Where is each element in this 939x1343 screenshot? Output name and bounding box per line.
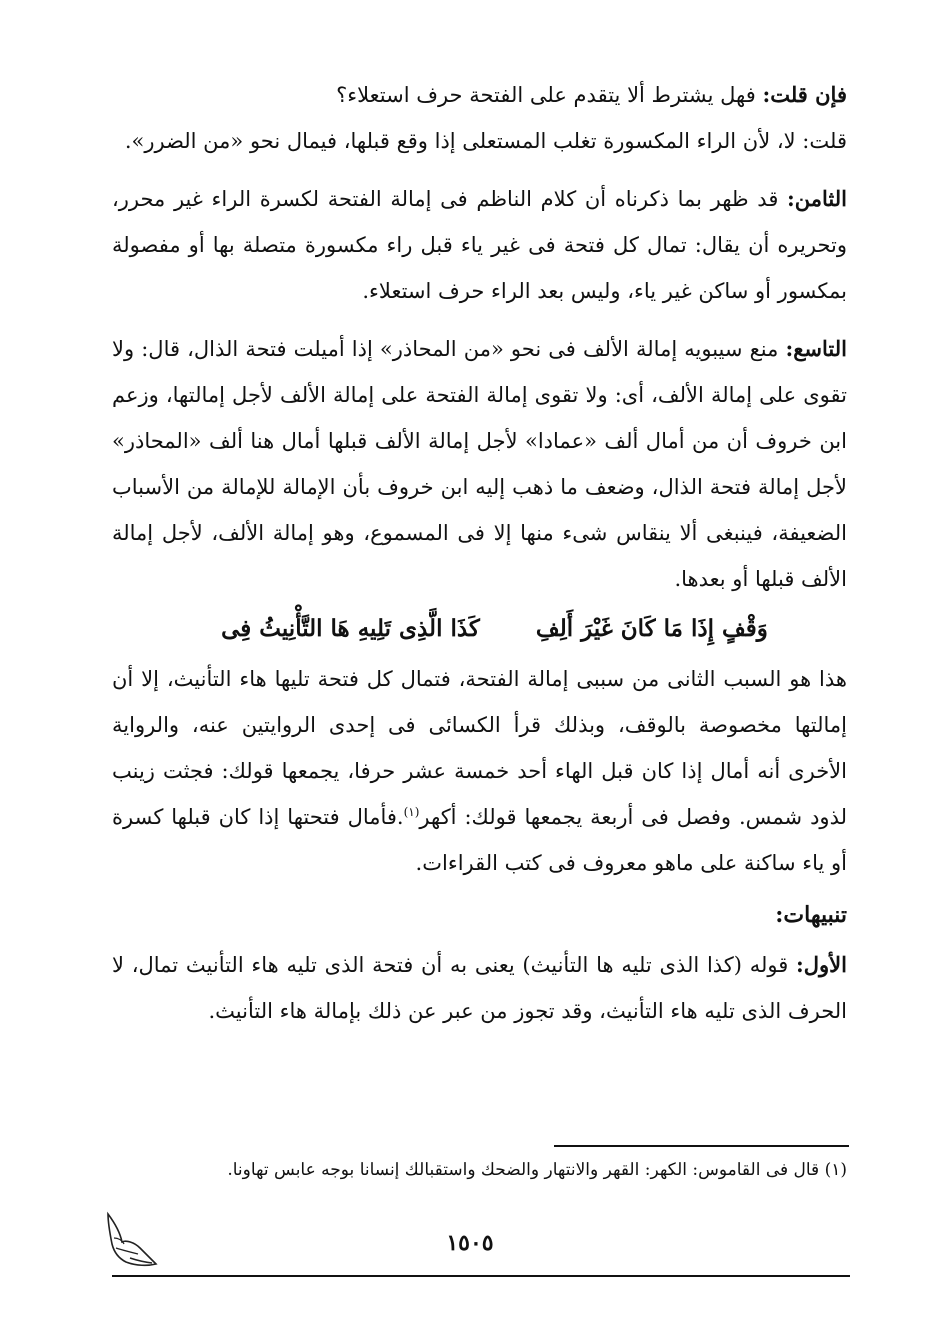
paragraph-ninth bbox=[112, 326, 847, 602]
paragraph-eighth bbox=[112, 176, 847, 314]
paragraph-first-note bbox=[112, 942, 847, 1034]
main-text bbox=[112, 72, 847, 1034]
page-number: ١٥٠٥ bbox=[446, 1230, 494, 1256]
term-label: التاسع: bbox=[785, 336, 847, 361]
verse-second-hemistich: وَقْفٍ إِذَا مَا كَانَ غَيْرَ أَلِفِ bbox=[535, 615, 768, 642]
footnote: (١) قال فى القاموس: الكهر: القهر والانتهار والضحك واستقبالك إنسانا بوجه عابس تهاونا. bbox=[227, 1160, 847, 1180]
paragraph-text: قلت: لا، لأن الراء المكسورة تغلب المستعلى إذا وقع قبلها، فيمال نحو «من الضرر». bbox=[124, 129, 847, 153]
paragraph-commentary bbox=[112, 656, 847, 886]
paragraph-text: قوله (كذا الذى تليه ها التأنيث) يعنى به أن فتحة الذى تليه هاء التأنيث تمال، لا الحرف الذى تليه هاء التأنيث، وقد تجوز من عبر عن ذلك بإمالة هاء التأنيث. bbox=[112, 953, 847, 1023]
term-label: الثامن: bbox=[787, 186, 847, 211]
footnote-mark: (١) bbox=[403, 805, 420, 819]
spacer bbox=[112, 164, 847, 176]
paragraph-answer bbox=[112, 118, 847, 164]
paragraph-text: فهل يشترط ألا يتقدم على الفتحة حرف استعلاء؟ bbox=[336, 83, 763, 107]
poem-verse bbox=[112, 602, 847, 656]
section-heading: تنبيهات: bbox=[775, 902, 847, 928]
paragraph-question bbox=[112, 72, 847, 118]
hand-ornament-icon bbox=[100, 1208, 160, 1272]
verse-first-hemistich: كَذَا الَّذِى تَلِيهِ هَا التَّأْنِيثُ فِى bbox=[221, 615, 480, 642]
term-label: الأول: bbox=[796, 952, 847, 977]
paragraph-text: هذا هو السبب الثانى من سببى إمالة الفتحة، فتمال كل فتحة تليها هاء التأنيث، إلا أن إمالتها مخصوصة بالوقف، وبذلك قرأ الكسائى فى إحدى الروايتين عنه، والرواية الأخرى أنه أمال إذا كان قبل الهاء أحد خمسة عشر حرفا، يجمعها قولك: فجثت زينب لذود شمس. وفصل فى أربعة يجمعها قولك: أكهر bbox=[112, 667, 847, 829]
paragraph-text: قد ظهر بما ذكرناه أن كلام الناظم فى إمالة الفتحة لكسرة الراء غير محرر، وتحريره أن يقال: تمال كل فتحة فى غير ياء قبل راء مكسورة متصلة بها أو مفصولة بمكسور أو ساكن غير ياء، وليس بعد الراء حرف استعلاء. bbox=[112, 187, 847, 303]
bottom-divider bbox=[112, 1275, 850, 1277]
term-label: فإن قلت: bbox=[762, 82, 847, 107]
paragraph-text-continued: .فأمال فتحتها إذا كان قبلها كسرة أو ياء ساكنة على ماهو معروف فى كتب القراءات. bbox=[112, 805, 847, 875]
footnote-divider bbox=[554, 1145, 849, 1147]
paragraph-text: منع سيبويه إمالة الألف فى نحو «من المحاذر» إذا أميلت فتحة الذال، قال: ولا تقوى على إمالة الألف، أى: ولا تقوى إمالة الفتحة على إمالة الألف لأجل إمالتها، وزعم ابن خروف أن من أمال ألف «عمادا» لأجل إمالة الألف قبلها أمال هنا ألف «المحاذر» لأجل إمالة فتحة الذال، وضعف ما ذهب إليه ابن خروف بأن الإمالة للإمالة من الأسباب الضعيفة، فينبغى ألا ينقاس شىء منها إلا فى المسموع، وهو إمالة الألف، لأجل إمالة الألف قبلها أو بعدها. bbox=[112, 337, 847, 591]
spacer bbox=[112, 314, 847, 326]
